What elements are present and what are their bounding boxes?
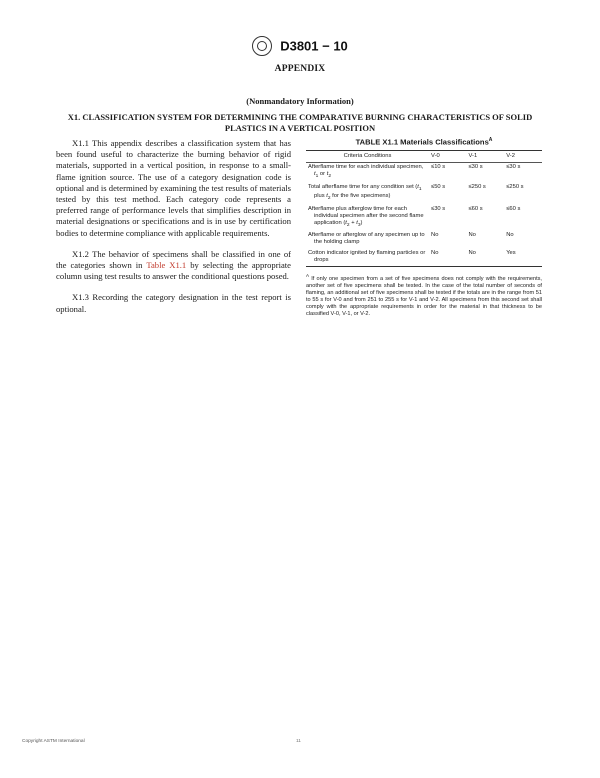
value-cell-v0: ≤50 s bbox=[431, 183, 446, 190]
criteria-cell bbox=[306, 182, 429, 204]
classification-table bbox=[306, 150, 542, 267]
paragraph-x1-1: X1.1 This appendix describes a classification system that has been found useful to characterize the burning behavior of rigid materials, supported in a vertical position, in response to a small-flame ignition source. The use of a category designation code is optional and is determined by examining the test results of materials tested by this test method. Each category code represents a preferred range of performance levels that simplifies description in material designations or specifications and is in use by certification bodies to determine compliance with applicable requirements. bbox=[56, 138, 291, 238]
appendix-title: APPENDIX bbox=[274, 64, 326, 74]
nonmandatory-label: (Nonmandatory Information) bbox=[246, 96, 354, 106]
criteria-text: Cotton indicator ignited by flaming particles or drops bbox=[308, 249, 426, 263]
paragraph-x1-3: X1.3 Recording the category designation in the test report is optional. bbox=[56, 292, 291, 314]
criteria-text: Afterflame plus afterglow time for each individual specimen after the second flame application $(t_2 + t_3)$ bbox=[308, 205, 424, 229]
value-cell-v2: ≤250 s bbox=[506, 183, 524, 190]
header-criteria: Criteria Conditions bbox=[306, 150, 429, 162]
value-cell-v1: ≤30 s bbox=[468, 164, 483, 171]
table-x1-1 bbox=[306, 137, 542, 319]
criteria-cell bbox=[306, 231, 429, 248]
header-v2: V-2 bbox=[504, 150, 542, 162]
value-cell-v1: No bbox=[468, 249, 476, 256]
value-cell-v2: Yes bbox=[506, 249, 516, 256]
copyright-notice: Copyright ASTM International bbox=[22, 739, 85, 744]
table-row bbox=[306, 231, 542, 248]
value-cell-v0: ≤30 s bbox=[431, 205, 446, 212]
body-text-column bbox=[56, 138, 291, 325]
table-title-note-mark: A bbox=[488, 137, 493, 143]
value-cell-v2: No bbox=[506, 232, 514, 239]
value-cell-v0: No bbox=[431, 232, 439, 239]
value-cell-v1: ≤250 s bbox=[468, 183, 486, 190]
header-v0: V-0 bbox=[429, 150, 466, 162]
paragraph-x1-2-text: X1.2 The behavior of specimens shall be classified in one of the categories shown in bbox=[56, 248, 291, 271]
table-x1-1-link[interactable]: Table X1.1 bbox=[146, 260, 187, 271]
table-title bbox=[306, 137, 542, 147]
criteria-cell bbox=[306, 204, 429, 231]
value-cell-v0: No bbox=[431, 249, 439, 256]
table-header-row bbox=[306, 150, 542, 162]
criteria-text: Afterflame or afterglow of any specimen up to the holding clamp bbox=[308, 232, 425, 246]
page-number: 11 bbox=[296, 739, 301, 744]
table-row bbox=[306, 248, 542, 266]
value-cell-v1: No bbox=[468, 232, 476, 239]
table-row bbox=[306, 204, 542, 231]
criteria-cell bbox=[306, 162, 429, 182]
table-body bbox=[306, 162, 542, 266]
document-header bbox=[0, 36, 600, 56]
table-title-text: TABLE X1.1 Materials Classifications bbox=[355, 137, 489, 147]
table-row bbox=[306, 182, 542, 204]
footnote-mark: A bbox=[306, 272, 310, 278]
section-title: X1. CLASSIFICATION SYSTEM FOR DETERMINING THE COMPARATIVE BURNING CHARACTERISTICS OF SOLID PLASTICS IN A VERTICAL POSITION bbox=[67, 112, 533, 133]
astm-logo-icon bbox=[252, 36, 272, 56]
criteria-text: Total afterflame time for any condition set ($t_1$ plus $t_2$ for the five specimens) bbox=[308, 183, 422, 202]
value-cell-v0: ≤10 s bbox=[431, 164, 446, 171]
paragraph-x1-2 bbox=[56, 249, 291, 283]
paragraph-x1-2-text-end: by selecting the appropriate column using test results to answer the conditional questions posed. bbox=[56, 260, 291, 282]
criteria-cell bbox=[306, 248, 429, 266]
footnote-text: If only one specimen from a set of five specimens does not comply with the requirements, another set of five specimens shall be tested. In the case of the total number of seconds of flaming, an additional set of five specimens shall be tested if the totals are in the range from 51 to 55 s for V-0 and from 251 to 255 s for V-1 and V-2. All specimens from this second set shall comply with the appropriate requirements in order for the material in that thickness to be classified V-0, V-1, or V-2. bbox=[306, 275, 542, 318]
table-row bbox=[306, 162, 542, 182]
value-cell-v2: ≤30 s bbox=[506, 164, 521, 171]
criteria-text: Afterflame time for each individual specimen, $t_1$ or $t_2$ bbox=[308, 164, 424, 180]
value-cell-v1: ≤60 s bbox=[468, 205, 483, 212]
standard-designation: D3801 − 10 bbox=[280, 38, 348, 54]
table-footnote bbox=[306, 272, 542, 319]
header-v1: V-1 bbox=[466, 150, 504, 162]
value-cell-v2: ≤60 s bbox=[506, 205, 521, 212]
